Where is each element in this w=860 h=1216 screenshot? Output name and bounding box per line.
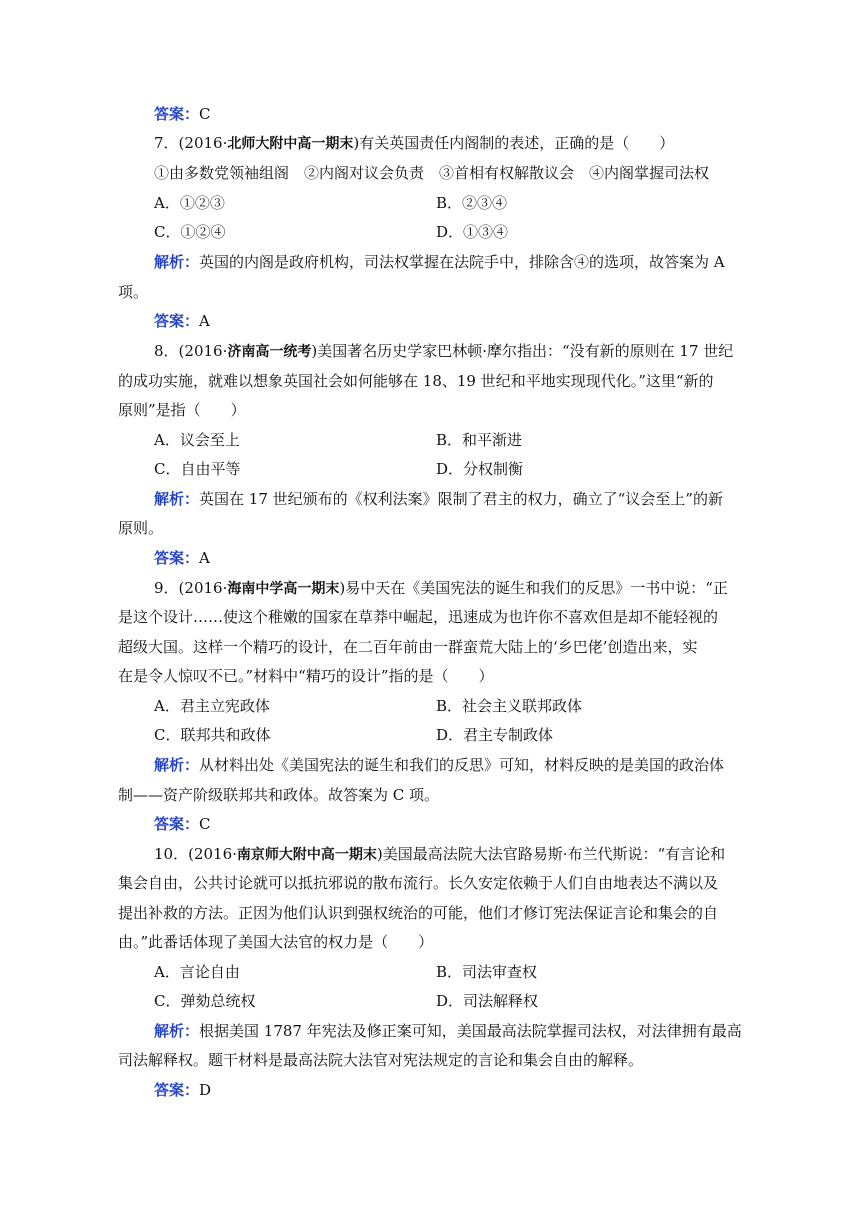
analysis-text: 英国的内阁是政府机构，司法权掌握在法院手中，排除含④的选项，故答案为 A (199, 253, 725, 271)
question-number: 8．(2016· (154, 342, 228, 360)
question-text: )美国著名历史学家巴林顿·摩尔指出：“没有新的原则在 17 世纪 (311, 342, 734, 360)
analysis-label: 解析： (154, 490, 200, 508)
answer-label: 答案： (154, 105, 200, 123)
option-c: C．联邦共和政体 (154, 726, 271, 744)
answer-value: C (199, 105, 211, 123)
question-text-line: 集会自由，公共讨论就可以抵抗邪说的散布流行。长久安定依赖于人们自由地表达不满以及 (118, 874, 719, 892)
question-text: )美国最高法院大法官路易斯·布兰代斯说：“有言论和 (376, 845, 726, 863)
question-10-stem (154, 844, 725, 865)
option-c: C．①②④ (154, 223, 226, 241)
analysis-line: 原则。 (118, 519, 164, 537)
question-text-line: 超级大国。这样一个精巧的设计，在二百年前由一群蛮荒大陆上的‘乡巴佬’创造出来，实 (118, 638, 698, 656)
option-a: A．言论自由 (154, 963, 240, 981)
question-number: 7．(2016· (154, 134, 228, 152)
analysis-text: 根据美国 1787 年宪法及修正案可知，美国最高法院掌握司法权，对法律拥有最高 (199, 1022, 742, 1040)
question-number: 9．(2016· (154, 579, 228, 597)
question-source: 济南高一统考 (227, 344, 312, 360)
answer-line (154, 104, 211, 124)
analysis-line: 项。 (118, 283, 149, 301)
question-text-line: 提出补救的方法。正因为他们认识到强权统治的可能，他们才修订宪法保证言论和集会的自 (118, 904, 719, 922)
answer-line (154, 548, 210, 568)
analysis-label: 解析： (154, 756, 200, 774)
answer-value: A (199, 312, 210, 330)
option-d: D．①③④ (436, 223, 509, 241)
question-7-items: ①由多数党领袖组阁 ②内阁对议会负责 ③首相有权解散议会 ④内阁掌握司法权 (154, 164, 710, 182)
answer-line (154, 311, 210, 331)
option-d: D．君主专制政体 (436, 726, 554, 744)
question-source: 海南中学高一期末 (227, 581, 340, 597)
option-b: B．和平渐进 (436, 431, 523, 449)
question-9-stem (154, 578, 728, 599)
answer-line (154, 1080, 211, 1100)
answer-line (154, 814, 211, 834)
answer-label: 答案： (154, 312, 200, 330)
question-text-line: 在是令人惊叹不已。”材料中“精巧的设计”指的是（ ） (118, 667, 494, 685)
question-text-line: 是这个设计……使这个稚嫩的国家在草莽中崛起，迅速成为也许你不喜欢但是却不能轻视的 (118, 608, 719, 626)
question-text-line: 由。”此番话体现了美国大法官的权力是（ ） (118, 933, 434, 951)
option-d: D．分权制衡 (436, 460, 524, 478)
analysis-text: 从材料出处《美国宪法的诞生和我们的反思》可知，材料反映的是美国的政治体 (199, 756, 725, 774)
answer-value: A (199, 549, 210, 567)
analysis-text: 英国在 17 世纪颁布的《权利法案》限制了君主的权力，确立了“议会至上”的新 (199, 490, 723, 508)
option-d: D．司法解释权 (436, 992, 539, 1010)
analysis-line: 司法解释权。题干材料是最高法院大法官对宪法规定的言论和集会自由的解释。 (118, 1051, 644, 1069)
question-text-line: 的成功实施，就难以想象英国社会如何能够在 18、19 世纪和平地实现现代化。”这里“新的 (118, 372, 714, 390)
option-a: A．议会至上 (154, 431, 240, 449)
option-b: B．②③④ (436, 194, 508, 212)
analysis-line: 制——资产阶级联邦共和政体。故答案为 C 项。 (118, 786, 440, 804)
answer-label: 答案： (154, 1081, 200, 1099)
answer-label: 答案： (154, 549, 200, 567)
question-text: )易中天在《美国宪法的诞生和我们的反思》一书中说：“正 (339, 579, 728, 597)
question-text: )有关英国责任内阁制的表述，正确的是（ ） (353, 134, 675, 152)
question-7-stem (154, 133, 674, 154)
question-text-line: 原则”是指（ ） (118, 401, 246, 419)
option-a: A．君主立宪政体 (154, 697, 270, 715)
option-b: B．社会主义联邦政体 (436, 697, 583, 715)
question-number: 10．(2016· (154, 845, 237, 863)
option-c: C．自由平等 (154, 460, 241, 478)
question-source: 南京师大附中高一期末 (236, 847, 377, 863)
analysis-line (154, 489, 723, 509)
analysis-line (154, 755, 724, 775)
analysis-label: 解析： (154, 253, 200, 271)
answer-label: 答案： (154, 815, 200, 833)
analysis-line (154, 252, 725, 272)
analysis-label: 解析： (154, 1022, 200, 1040)
option-a: A．①②③ (154, 194, 225, 212)
option-c: C．弹劾总统权 (154, 992, 256, 1010)
answer-value: C (199, 815, 211, 833)
question-8-stem (154, 341, 733, 362)
question-source: 北师大附中高一期末 (227, 136, 354, 152)
option-b: B．司法审查权 (436, 963, 538, 981)
answer-value: D (199, 1081, 212, 1099)
analysis-line (154, 1021, 742, 1041)
